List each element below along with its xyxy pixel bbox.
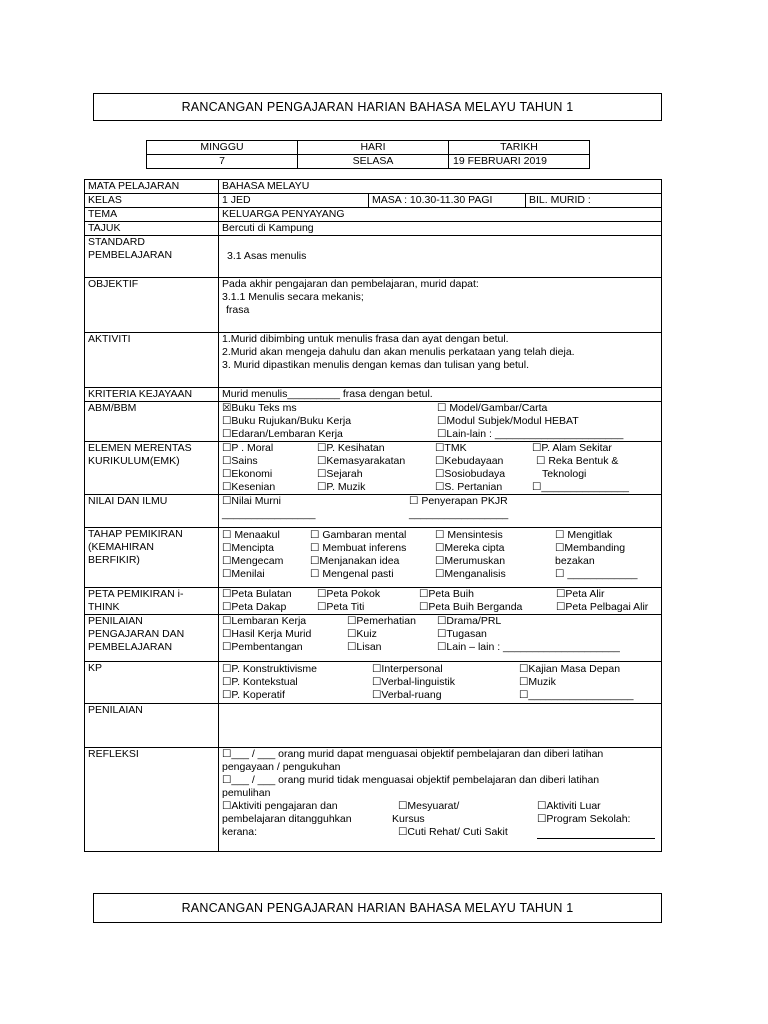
value-standard: 3.1 Asas menulis — [219, 236, 662, 278]
label-standard-line2: PEMBELAJARAN — [88, 249, 173, 261]
label-standard-line1: STANDARD — [88, 236, 145, 248]
footer-title-box — [93, 893, 662, 923]
penilaian-pdp-item[interactable]: ☐Drama/PRL — [437, 615, 502, 627]
value-bil-murid: BIL. MURID : — [526, 194, 662, 208]
label-peta — [85, 588, 219, 615]
value-kriteria: Murid menulis_________ frasa dengan betul. — [219, 388, 662, 402]
penilaian-pdp-item[interactable]: ☐Pembentangan — [222, 641, 303, 653]
emk-item[interactable]: ☐_______________ — [532, 481, 630, 493]
label-objektif: OBJEKTIF — [85, 278, 219, 333]
lesson-plan-table — [84, 179, 662, 852]
kp-item[interactable]: ☐Verbal-ruang — [372, 689, 442, 701]
kp-item[interactable]: ☐__________________ — [519, 689, 634, 701]
label-penilaian-pdp — [85, 615, 219, 662]
peta-item[interactable]: ☐Peta Titi — [317, 601, 365, 613]
value-kelas: 1 JED — [219, 194, 369, 208]
value-minggu: 7 — [147, 155, 298, 169]
penilaian-pdp-item[interactable]: ☐Lisan — [347, 641, 382, 653]
value-nilai — [219, 495, 662, 528]
value-tarikh: 19 FEBRUARI 2019 — [449, 155, 590, 169]
refleksi-col3 — [537, 800, 658, 839]
program-sekolah-blank[interactable] — [537, 838, 655, 839]
pkjr-checkbox[interactable]: ☐ Penyerapan PKJR — [409, 495, 508, 507]
label-penilaian-pdp-line1: PENILAIAN — [88, 615, 143, 627]
penilaian-pdp-item[interactable]: ☐Tugasan — [437, 628, 487, 640]
label-tahap-line3: BERFIKIR) — [88, 554, 140, 566]
abm-item[interactable]: ☐Buku Rujukan/Buku Kerja — [222, 415, 352, 427]
label-mata-pelajaran: MATA PELAJARAN — [85, 180, 219, 194]
refleksi-line[interactable]: ☐___ / ___ orang murid dapat menguasai objektif pembelajaran dan diberi latihan — [222, 748, 604, 760]
peta-item[interactable]: ☐Peta Dakap — [222, 601, 287, 613]
penilaian-pdp-item[interactable]: ☐Kuiz — [347, 628, 377, 640]
kp-item[interactable]: ☐P. Kontekstual — [222, 676, 298, 688]
tahap-item[interactable]: ☐Mengecam — [222, 555, 284, 567]
pkjr-blank[interactable]: _________________ — [409, 508, 509, 520]
label-peta-line1: PETA PEMIKIRAN i- — [88, 588, 184, 600]
refleksi-line: pengayaan / pengukuhan — [222, 761, 341, 773]
value-penilaian-pdp — [219, 615, 662, 662]
header-minggu: MINGGU — [147, 141, 298, 155]
kp-item[interactable]: ☐Verbal-linguistik — [372, 676, 455, 688]
value-hari: SELASA — [298, 155, 449, 169]
week-info-table — [146, 140, 590, 169]
aktiviti-line: 3. Murid dipastikan menulis dengan kemas dan tulisan yang betul. — [222, 359, 530, 371]
value-penilaian[interactable] — [219, 704, 662, 748]
aktiviti-line: 2.Murid akan mengeja dahulu dan akan menulis perkataan yang telah dieja. — [222, 346, 575, 358]
emk-item[interactable]: ☐Kebudayaan — [435, 455, 504, 467]
aktiviti-line: 1.Murid dibimbing untuk menulis frasa dan ayat dengan betul. — [222, 333, 509, 345]
objektif-line: frasa — [226, 304, 250, 316]
value-objektif — [219, 278, 662, 333]
aktiviti-luar-checkbox[interactable]: ☐Aktiviti Luar — [537, 800, 601, 812]
emk-item[interactable]: ☐Ekonomi — [222, 468, 273, 480]
emk-item[interactable]: ☐Sains — [222, 455, 258, 467]
label-abm: ABM/BBM — [85, 402, 219, 442]
emk-item[interactable]: ☐TMK — [435, 442, 467, 454]
emk-item[interactable]: ☐Sosiobudaya — [435, 468, 506, 480]
emk-item[interactable]: ☐Kemasyarakatan — [317, 455, 406, 467]
value-tahap — [219, 528, 662, 588]
abm-item[interactable]: ☐Lain-lain : ______________________ — [437, 428, 624, 440]
value-aktiviti — [219, 333, 662, 388]
emk-item[interactable]: ☐P. Alam Sekitar — [532, 442, 612, 454]
ditangguhkan-checkbox[interactable]: ☐Aktiviti pengajaran dan — [222, 800, 338, 812]
abm-item[interactable]: ☐Edaran/Lembaran Kerja — [222, 428, 343, 440]
label-emk — [85, 442, 219, 495]
emk-item[interactable]: ☐P. Kesihatan — [317, 442, 385, 454]
penilaian-pdp-item[interactable]: ☐Lain – lain : ____________________ — [437, 641, 620, 653]
emk-item[interactable]: ☐S. Pertanian — [435, 481, 503, 493]
peta-item[interactable]: ☐Peta Bulatan — [222, 588, 292, 600]
penilaian-pdp-item[interactable]: ☐Lembaran Kerja — [222, 615, 307, 627]
tahap-item[interactable]: ☐Membanding — [555, 542, 626, 554]
peta-item[interactable]: ☐Peta Pokok — [317, 588, 381, 600]
mesyuarat-checkbox[interactable]: ☐Mesyuarat/ — [398, 800, 460, 812]
label-standard — [85, 236, 219, 278]
kp-item[interactable]: ☐P. Koperatif — [222, 689, 285, 701]
label-tahap-line2: (KEMAHIRAN — [88, 541, 154, 553]
tahap-item[interactable]: ☐Menilai — [222, 568, 265, 580]
label-peta-line2: THINK — [88, 601, 120, 613]
penilaian-pdp-item[interactable]: ☐Pemerhatian — [347, 615, 416, 627]
value-emk — [219, 442, 662, 495]
label-tahap-line1: TAHAP PEMIKIRAN — [88, 528, 183, 540]
refleksi-line[interactable]: ☐___ / ___ orang murid tidak menguasai objektif pembelajaran dan diberi latihan — [222, 774, 600, 786]
refleksi-text: kerana: — [222, 826, 258, 838]
tahap-item[interactable]: ☐Menganalisis — [435, 568, 506, 580]
tahap-item[interactable]: ☐ Mengitlak — [555, 529, 613, 541]
refleksi-line: pemulihan — [222, 787, 271, 799]
abm-item[interactable]: ☒Buku Teks ms — [222, 402, 297, 414]
header-tarikh: TARIKH — [449, 141, 590, 155]
emk-item[interactable]: ☐Kesenian — [222, 481, 276, 493]
peta-item[interactable]: ☐Peta Alir — [556, 588, 605, 600]
label-emk-line1: ELEMEN MERENTAS — [88, 442, 192, 454]
label-kriteria: KRITERIA KEJAYAAN — [85, 388, 219, 402]
tahap-item[interactable]: ☐ Mengenal pasti — [310, 568, 394, 580]
tahap-item[interactable]: ☐ Mensintesis — [435, 529, 503, 541]
objektif-line: 3.1.1 Menulis secara mekanis; — [222, 291, 364, 303]
peta-item[interactable]: ☐Peta Buih — [419, 588, 474, 600]
label-kelas: KELAS — [85, 194, 219, 208]
page-title-box — [93, 93, 662, 121]
footer-title: RANCANGAN PENGAJARAN HARIAN BAHASA MELAYU TAHUN 1 — [181, 900, 574, 915]
label-emk-line2: KURIKULUM(EMK) — [88, 455, 180, 467]
program-sekolah-checkbox[interactable]: ☐Program Sekolah: — [537, 813, 631, 825]
emk-item[interactable]: ☐P . Moral — [222, 442, 274, 454]
refleksi-text: pembelajaran ditangguhkan — [222, 813, 352, 825]
penilaian-pdp-item[interactable]: ☐Hasil Kerja Murid — [222, 628, 312, 640]
label-penilaian-pdp-line3: PEMBELAJARAN — [88, 641, 173, 653]
value-peta — [219, 588, 662, 615]
tahap-item[interactable]: ☐ Gambaran mental — [310, 529, 407, 541]
kp-item[interactable]: ☐Interpersonal — [372, 663, 443, 675]
nilai-murni-checkbox[interactable]: ☐Nilai Murni — [222, 495, 282, 507]
emk-item[interactable]: ☐Sejarah — [317, 468, 363, 480]
label-refleksi: REFLEKSI — [85, 748, 219, 852]
label-penilaian-pdp-line2: PENGAJARAN DAN — [88, 628, 185, 640]
abm-item[interactable]: ☐ Model/Gambar/Carta — [437, 402, 548, 414]
tahap-item: bezakan — [555, 555, 595, 567]
value-abm — [219, 402, 662, 442]
tahap-item[interactable]: ☐ Menaakul — [222, 529, 280, 541]
emk-item[interactable]: ☐P. Muzik — [317, 481, 366, 493]
label-tema: TEMA — [85, 208, 219, 222]
peta-item[interactable]: ☐Peta Pelbagai Alir — [556, 601, 649, 613]
refleksi-col1 — [222, 800, 392, 839]
page-title: RANCANGAN PENGAJARAN HARIAN BAHASA MELAYU TAHUN 1 — [181, 99, 574, 114]
value-masa: MASA : 10.30-11.30 PAGI — [369, 194, 526, 208]
tahap-item[interactable]: ☐Mencipta — [222, 542, 275, 554]
nilai-murni-blank[interactable]: ________________ — [222, 508, 316, 520]
kp-item[interactable]: ☐Kajian Masa Depan — [519, 663, 621, 675]
value-refleksi — [219, 748, 662, 852]
emk-item[interactable]: ☐ Reka Bentuk & — [536, 455, 619, 467]
refleksi-text: Kursus — [392, 813, 425, 825]
label-penilaian: PENILAIAN — [85, 704, 219, 748]
value-mata-pelajaran: BAHASA MELAYU — [219, 180, 662, 194]
refleksi-col2 — [392, 800, 537, 839]
tahap-item[interactable]: ☐ ____________ — [555, 568, 638, 580]
value-tema: KELUARGA PENYAYANG — [219, 208, 662, 222]
label-tahap — [85, 528, 219, 588]
tahap-item[interactable]: ☐Menjanakan idea — [310, 555, 400, 567]
label-kp: KP — [85, 662, 219, 704]
label-nilai: NILAI DAN ILMU — [85, 495, 219, 528]
label-aktiviti: AKTIVITI — [85, 333, 219, 388]
label-tajuk: TAJUK — [85, 222, 219, 236]
peta-item[interactable]: ☐Peta Buih Berganda — [419, 601, 523, 613]
abm-item[interactable]: ☐Modul Subjek/Modul HEBAT — [437, 415, 579, 427]
value-kp — [219, 662, 662, 704]
tahap-item[interactable]: ☐Merumuskan — [435, 555, 506, 567]
kp-item[interactable]: ☐Muzik — [519, 676, 556, 688]
cuti-checkbox[interactable]: ☐Cuti Rehat/ Cuti Sakit — [398, 826, 508, 838]
kp-item[interactable]: ☐P. Konstruktivisme — [222, 663, 318, 675]
tahap-item[interactable]: ☐ Membuat inferens — [310, 542, 407, 554]
tahap-item[interactable]: ☐Mereka cipta — [435, 542, 505, 554]
header-hari: HARI — [298, 141, 449, 155]
value-tajuk: Bercuti di Kampung — [219, 222, 662, 236]
emk-item: Teknologi — [542, 468, 587, 480]
objektif-line: Pada akhir pengajaran dan pembelajaran, murid dapat: — [222, 278, 479, 290]
